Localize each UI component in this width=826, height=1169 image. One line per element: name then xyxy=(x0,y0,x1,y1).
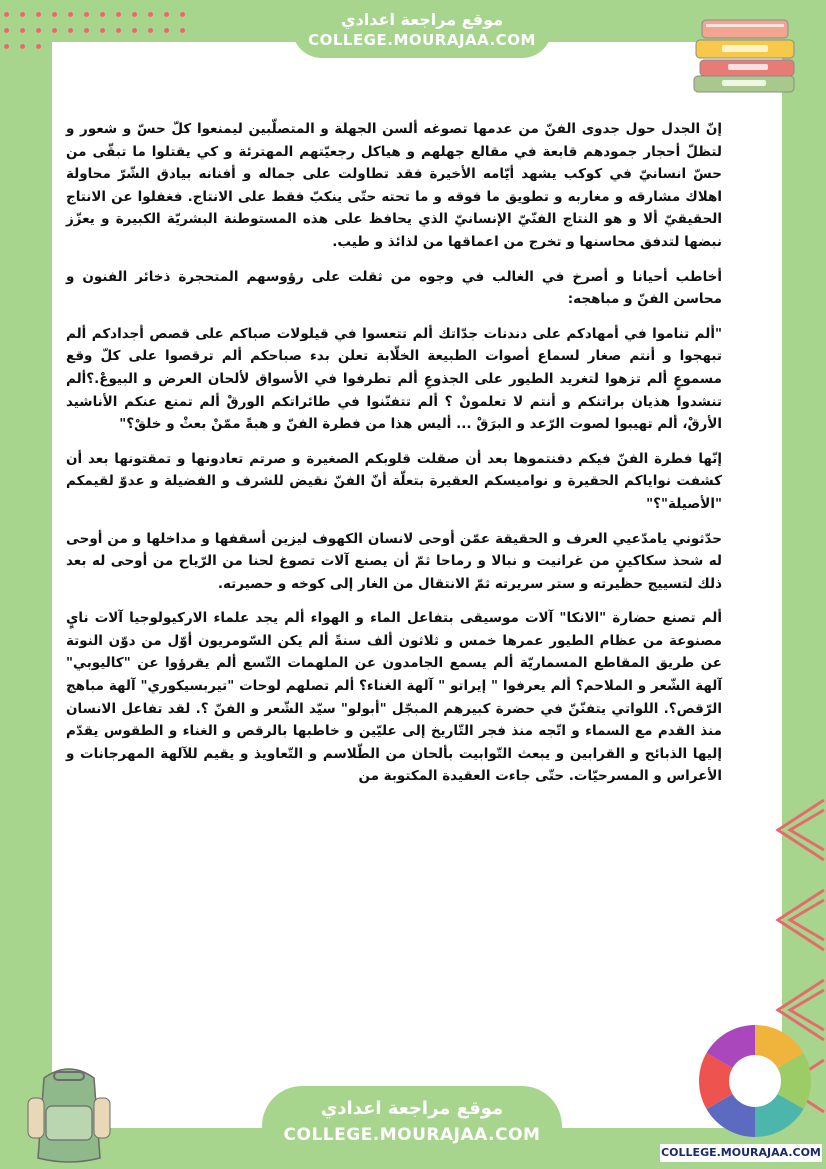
document-body xyxy=(66,118,722,800)
paragraph: ألم تصنع حضارة "الانكا" آلات موسيقى بتفاعل الماء و الهواء ألم يجد علماء الاركيولوجيا آلات نايٍ مصنوعة من عظام الطيور عمرها خمس و ثلاثون ألف سنةً ألم يكن السّومريون أوّل من دوّن النوتة عن طريق المقاطع المسماريّة ألم يسمع الجامدون عن الملهمات التّسع ألم يقرؤوا عن "كاليوبي" آلهة الشّعر و الملاحم؟ ألم يعرفوا " إيراتو " آلهة الغناء؟ ألم تصلهم لوحات "تيربسيكوري" آلهة مباهج الرّقص؟. اللواتي يتفنّنّ في حضرة كبيرهم المبجّل "أبولو" سيّد الشّعر و الفنّ ؟. لقد تفاعل الانسان منذ القدم مع السماء و اتّجه منذ فجر التّاريخ إلى عليّين و خاطبها بالرقص و الغناء و الطقوس يقدّم إليها الذبائح و القرابين و يبعث التّوابيت بألحان من الطّلاسم و التّعاويذ و يقيم للآلهة المهرجانات و الأعراس و المسرحيّات. حتّى جاءت العقيدة المكتوبة من xyxy=(66,610,722,785)
school-wheel-icon xyxy=(696,1022,814,1140)
header-site-url: COLLEGE.MOURAJAA.COM xyxy=(308,31,536,49)
footer-site-url: COLLEGE.MOURAJAA.COM xyxy=(283,1125,541,1145)
footer-watermark xyxy=(262,1086,562,1169)
page-frame-left xyxy=(0,0,52,1169)
paragraph: إنّ الجدل حول جدوى الفنّ من عدمها تصوغه ألسن الجهلة و المتصلّبين ليمنعوا كلّ حسّ و شعور و لتظلّ أحجار جمودهم قابعة في مقالع جهلهم و هياكل رجعيّتهم المهترئة و كي يقتلوا ما تبقّى من حسّ انسانيّ في كوكب يشهد أيّامه الأخيرة فقد تطاولت على جماله و أفنانه بيادق الشّرّ محاولة اهلاك مشارقه و مغاربه و تطويق ما فوقه و ما تحته حتّى ينكبّ فقط على الانتاج. فغفلوا عن الانتاج الحقيقيّ ألا و هو النتاج الفنّيّ الإنسانيّ الذي يحافظ على هذه المستوطنة البشريّة الكبيرة و يعزّز نبضها لتدفق محاسنها و تخرج من اعماقها من لذائذ و طيب. xyxy=(66,121,722,250)
paragraph: أخاطب أحيانا و أصرخ في الغالب في وجوه من ثقلت على رؤوسهم المتحجرة ذخائر الفنون و محاسن الفنّ و مباهجه: xyxy=(66,268,722,308)
books-icon xyxy=(692,12,802,97)
backpack-icon xyxy=(14,1058,124,1166)
paragraph: حدّثوني يامدّعيي العرف و الحقيقة عمّن أوحى لانسان الكهوف ليزين أسقفها و مداخلها و من أوحى له شحذ سكاكينٍ من غرانيت و نبالا و رماحا ثمّ أن يصنع آلات تصوغ لحنا من الرّياح من أوحى له بعد ذلك لتسييج حظيرته و ستر سريرته ثمّ الانتقال من الغار إلى كوخه و حصيرته. xyxy=(66,530,722,592)
paragraph: "ألم تناموا في أمهادكم على دندنات جدّاتك ألم تتعسوا في قيلولات صباكم على قصص أجدادكم ألم تبهجوا و أنتم صغار لسماع أصوات الطبيعة الخلّابة تعلن بدء صباحكم ألم ترقصوا على كلّ وقع مسموعٍ ألم تزهوا لتغريد الطيور على الجذوعِ ألم تطرفوا في الأسواق لألحان العرض و البيوعْ.؟ألم تنشدوا هذيان براتنكم و أنتم لا تعلمونْ ؟ ألم تتفنّنوا في طائراتكم الورقْ ألم تمنع عنكم الأناشيد الأرقْ، ألم تهيبوا لصوت الرّعد و البرَقْ ... أليس هذا من فطرة الفنّ و هبةً ممّنْ بعثْ و خلقْ؟" xyxy=(66,325,722,433)
footer-site-name: موقع مراجعة اعدادي xyxy=(320,1098,504,1119)
paragraph: إنّها فطرة الفنّ فيكم دفنتموها بعد أن صقلت قلوبكم الصغيرة و صرتم تعادونها و تمقتونها بعد أن كشفت نواياكم الحقيرة و نواميسكم العقيرة بتعلّة أنّ الفنّ نقيض للشرف و الفضيلة و عدوّ لقيمكم "الأصيلة"؟" xyxy=(66,450,722,512)
header-watermark xyxy=(292,0,552,58)
dot-pattern xyxy=(4,4,204,64)
site-badge: COLLEGE.MOURAJAA.COM xyxy=(660,1144,822,1162)
header-site-name: موقع مراجعة اعدادي xyxy=(340,10,504,29)
